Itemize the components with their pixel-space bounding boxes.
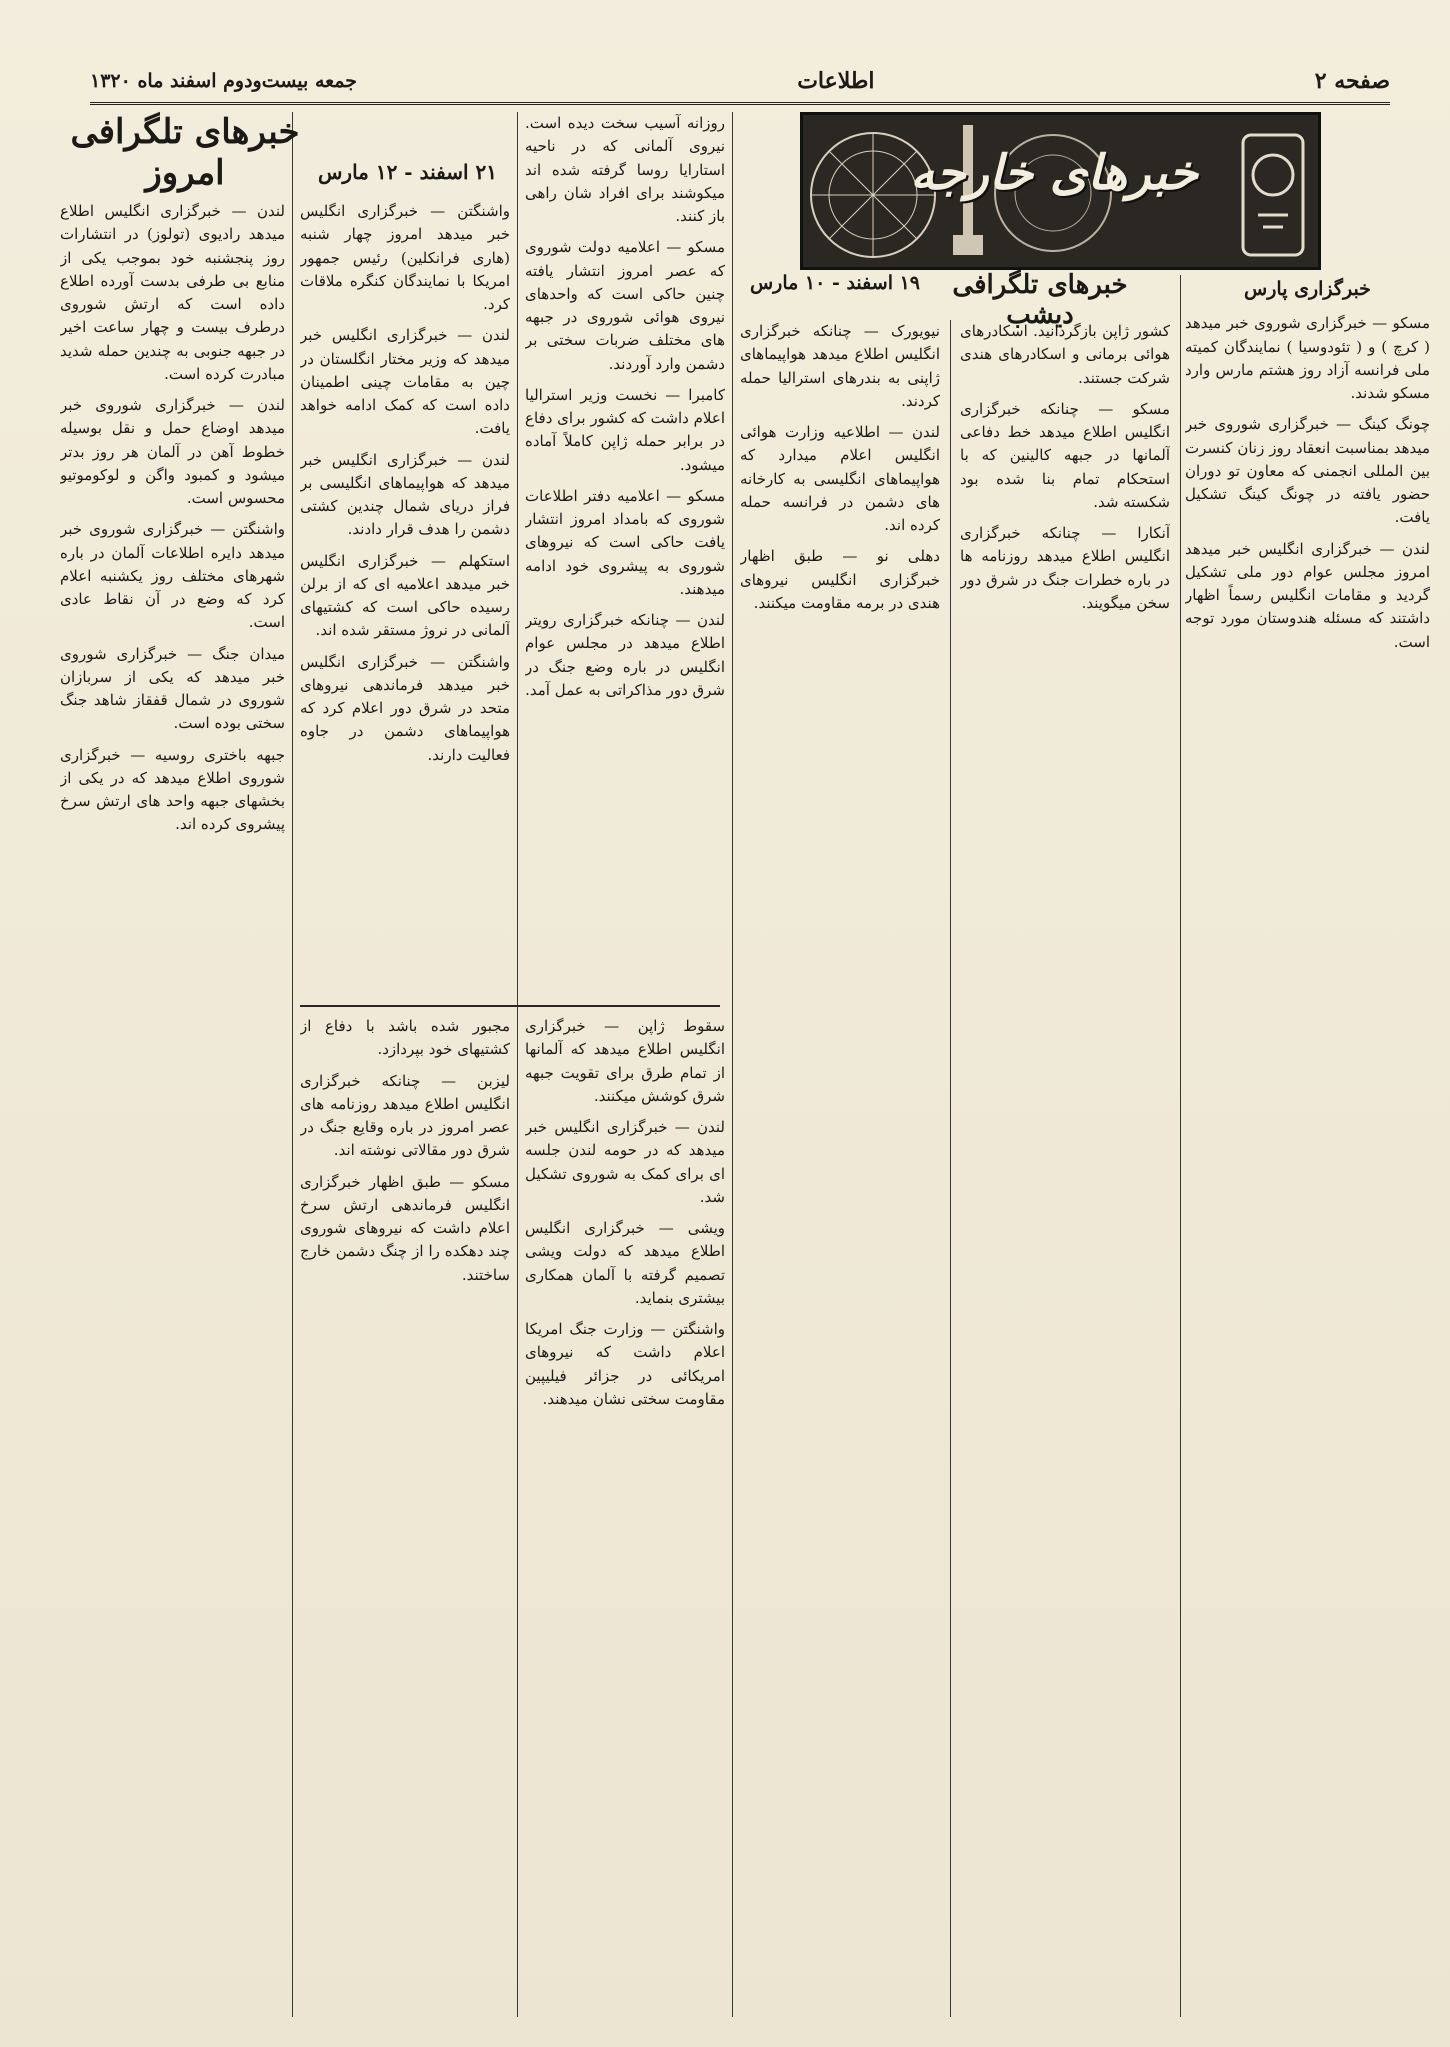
column-last-night-a (960, 320, 1170, 2017)
section-divider (300, 1005, 720, 1007)
foreign-news-banner (800, 112, 1321, 270)
news-item: لندن — خبرگزاری انگلیس خبر میدهد که وزیر مختار انگلستان در چین به مقامات چینی اطمینان داده است که کمک ادامه خواهد یافت. (300, 326, 510, 438)
news-item: جبهه باختری روسیه — خبرگزاری شوروی اطلاع میدهد که در یکی از بخشهای جبهه واحد های ارتش سرخ پیشروی کرده اند. (60, 745, 285, 834)
news-item: مسکو — اعلامیه دفتر اطلاعات شوروی که بامداد امروز انتشار یافت حاکی است که نیروهای شوروی به پیشروی خود ادامه میدهند. (525, 486, 725, 598)
column-rule (950, 320, 951, 2017)
news-item: دهلی نو — طبق اظهار خبرگزاری انگلیس نیروهای هندی در برمه مقاومت میکنند. (740, 547, 940, 612)
news-item: واشنگتن — خبرگزاری شوروی خبر میدهد دایره اطلاعات آلمان در باره شهرهای مختلف روز یکشنبه اعلام کرد که وضع در آن نقاط عادی است. (60, 520, 285, 632)
column-far-left (60, 200, 285, 2017)
news-item: لندن — خبرگزاری انگلیس خبر میدهد امروز مجلس عوام دور ملی تشکیل گردید و مقامات انگلیس رسماً اظهار داشتند که مسئله هندوستان مورد توجه است. (1185, 539, 1430, 651)
news-item: لندن — اطلاعیه وزارت هوائی انگلیس اعلام میدارد که هواپیماهای انگلیسی به کارخانه های دشمن در فرانسه حمله کرده اند. (740, 423, 940, 534)
news-item: لیزبن — چنانکه خبرگزاری انگلیس اطلاع میدهد روزنامه های عصر امروز در باره وقایع جنگ در شرق دور مقالاتی نوشته اند. (300, 1071, 510, 1160)
news-item: لندن — خبرگزاری انگلیس خبر میدهد که هواپیماهای انگلیسی بر فراز دریای شمال چندین کشتی دشمن را هدف قرار دادند. (300, 450, 510, 539)
news-item: آنکارا — چنانکه خبرگزاری انگلیس اطلاع میدهد روزنامه ها در باره خطرات جنگ در شرق دور سخن میگویند. (960, 524, 1170, 612)
news-item: ویشی — خبرگزاری انگلیس اطلاع میدهد که دولت ویشی تصمیم گرفته با آلمان همکاری بیشتری بنماید. (525, 1219, 725, 1307)
news-item: روزانه آسیب سخت دیده است. نیروی آلمانی که در ناحیه استارایا روسا گرفته شده اند میکوشند برای افراد شان راهی باز کنند. (525, 114, 725, 225)
section-date-today: ۲۱ اسفند - ۱۲ مارس (318, 160, 497, 184)
news-item: واشنگتن — وزارت جنگ امریکا اعلام داشت که نیروهای امریکائی در جزائر فیلیپین مقاومت سختی نشان میدهند. (525, 1320, 725, 1408)
page-number: صفحه ۲ (1314, 68, 1390, 94)
news-item: چونگ کینگ — خبرگزاری شوروی خبر میدهد بمناسبت انعقاد روز زنان کنسرت بین المللی انجمنی که معاون تو دوران حضور یافته در چونگ کینگ تشکیل یافت. (1185, 415, 1430, 527)
column-left-bottom-b (525, 1015, 725, 2017)
news-item: لندن — خبرگزاری شوروی خبر میدهد اوضاع حمل و نقل بوسیله خطوط آهن در آلمان هر روز بدتر میشود و کمبود واگن و لوکوموتیو محسوس است. (60, 396, 285, 507)
section-date-last-night: ۱۹ اسفند - ۱۰ مارس (749, 272, 921, 294)
section-heading-last-night: خبرهای تلگرافی دیشب (952, 270, 1128, 330)
news-item: مسکو — چنانکه خبرگزاری انگلیس اطلاع میدهد خط دفاعی آلمانها در جبهه کالینین که با استحکام تمام بنا شده بود شکسته شد. (960, 399, 1170, 511)
news-item: نیویورک — چنانکه خبرگزاری انگلیس اطلاع میدهد هواپیماهای ژاپنی به بندرهای استرالیا حمله کردند. (740, 322, 940, 410)
news-item: مجبور شده باشد با دفاع از کشتیهای خود بپردازد. (300, 1017, 510, 1059)
news-item: واشنگتن — خبرگزاری انگلیس خبر میدهد امروز چهار شنبه (هاری فرانکلین) رئیس جمهور امریکا با نمایندگان کنگره ملاقات کرد. (300, 202, 510, 313)
column-rule (732, 112, 733, 2017)
column-last-night-b (740, 320, 940, 2017)
date-line: جمعه بیست‌و‌دوم اسفند ماه ۱۳۲۰ (90, 70, 358, 92)
section-heading-today: خبرهای تلگرافی امروز (70, 112, 300, 193)
page-header (90, 60, 1390, 105)
news-item: سقوط ژاپن — خبرگزاری انگلیس اطلاع میدهد که آلمانها از تمام طرق برای تقویت جبهه شرق کوشش میکنند. (525, 1017, 725, 1105)
column-rule (517, 112, 518, 2017)
column-left-bottom-a (300, 1015, 510, 2017)
news-item: استکهلم — خبرگزاری انگلیس خبر میدهد اعلامیه ای که از برلن رسیده حاکی است که کشتیهای آلمانی در نروژ مستقر شده اند. (300, 551, 510, 640)
news-item: کشور ژاپن بازگردانید. اسکادرهای هوائی برمانی و اسکادرهای هندی شرکت جستند. (960, 322, 1170, 387)
news-item: لندن — خبرگزاری انگلیس اطلاع میدهد رادیوی (تولوز) در انتشارات روز پنجشنبه خود بموجب یکی از منابع بی طرفی بدست آورده اطلاع داده است که ارتش شوروی درطرف بیست و چهار ساعت اخیر در جبهه جنوبی به چندین حمله شدید مبادرت کرده است. (60, 202, 285, 383)
news-item: کامبرا — نخست وزیر استرالیا اعلام داشت که کشور برای دفاع در برابر حمله ژاپن کاملاً آماده میشود. (525, 385, 725, 474)
banner-title: خبرهای خارجه (910, 145, 1198, 201)
column-rule (292, 112, 293, 2017)
news-item: مسکو — خبرگزاری شوروی خبر میدهد ( کرچ ) و ( تئودوسیا ) نمایندگان کمیته ملی فرانسه آزاد روز هشتم مارس وارد مسکو شدند. (1185, 314, 1430, 403)
news-item: مسکو — اعلامیه دولت شوروی که عصر امروز انتشار یافته چنین حاکی است که واحدهای نیروی هوائی شوروی در جبهه های مختلف ضربات سختی بر دشمن وارد آوردند. (525, 238, 725, 373)
news-item: واشنگتن — خبرگزاری انگلیس خبر میدهد فرماندهی نیروهای متحد در شرق دور اعلام کرد که هواپیماهای دشمن در جاوه فعالیت دارند. (300, 652, 510, 764)
column-rule (1180, 275, 1181, 2017)
column-left-top (300, 200, 510, 997)
news-item: لندن — خبرگزاری انگلیس خبر میدهد که در حومه لندن جلسه ای برای کمک به شوروی تشکیل شد. (525, 1118, 725, 1206)
section-heading-pars: خبرگزاری پارس (1244, 278, 1371, 300)
column-pars (1185, 275, 1430, 2017)
masthead: اطلاعات (797, 68, 875, 94)
news-item: مسکو — طبق اظهار خبرگزاری انگلیس فرماندهی ارتش سرخ اعلام داشت که نیروهای شوروی چند دهکده را از چنگ دشمن خارج ساختند. (300, 1172, 510, 1284)
news-item: میدان جنگ — خبرگزاری شوروی خبر میدهد که یکی از سربازان شوروی در شمال قفقاز شاهد جنگ سختی بوده است. (60, 644, 285, 733)
news-item: لندن — چنانکه خبرگزاری رویتر اطلاع میدهد در مجلس عوام انگلیس در باره وضع جنگ در شرق دور مذاکراتی به عمل آمد. (525, 611, 725, 699)
